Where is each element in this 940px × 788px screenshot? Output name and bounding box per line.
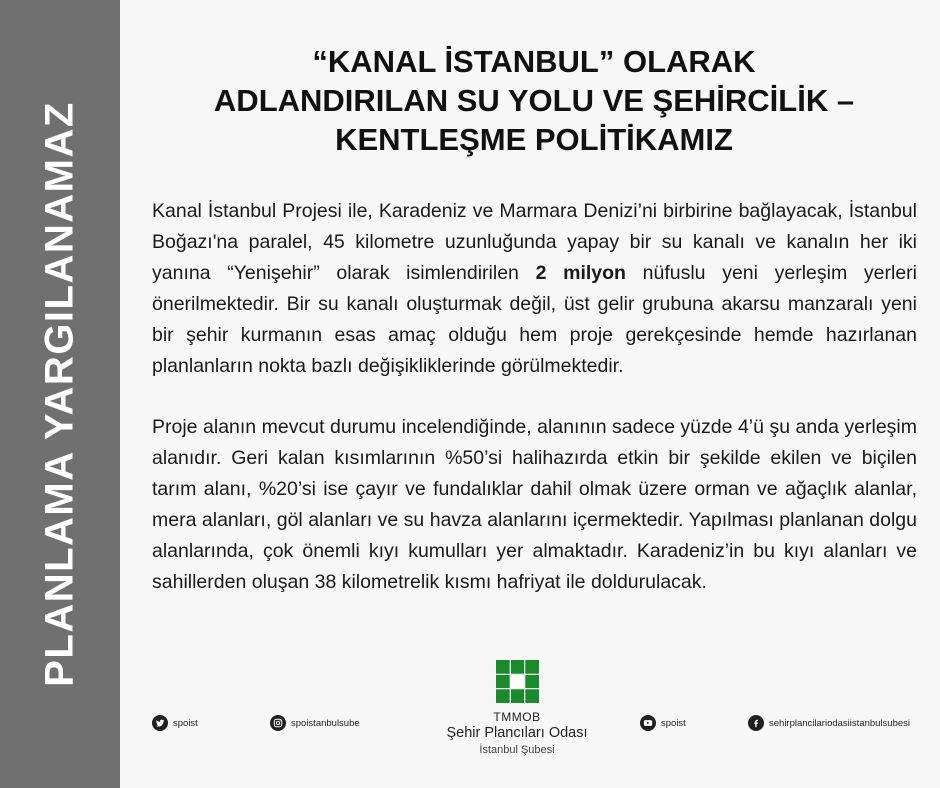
org-name: Şehir Plancıları Odası (446, 725, 588, 741)
paragraph-1-text-end: nüfuslu yeni yerleşim yerleri önerilmektedir. Bir su kanalı oluşturmak değil, üst gelir grubuna akarsu manzaralı yeni bir şehir kurmanın esas amaç olduğu hem proje gerekçesinde hemde hazırlanan planlanların nokta bazlı değişikliklerinde görülmektedir. (152, 262, 918, 377)
twitter-icon (152, 715, 168, 731)
instagram-link[interactable] (270, 712, 360, 734)
facebook-icon (748, 715, 764, 731)
instagram-icon (270, 715, 286, 731)
paragraph-2: Proje alanın mevcut durumu incelendiğinde, alanının sadece yüzde 4’ü şu anda yerleşim alanıdır. Geri kalan kısımlarının %50’si halihazırda etkin bir şekilde ekilen ve biçilen tarım alanı, %20’si ise çayır ve fundalıklar dahil olmak üzere orman ve ağaçlık alanlar, mera alanları, göl alanları ve su havza alanlarını içermektedir. Yapılması planlanan dolgu alanlarında, çok önemli kıyı kumulları yer almaktadır. Karadeniz’in bu kıyı alanları ve sahillerden oluşan 38 kilometrelik kısmı hafriyat ile doldurulacak. (152, 416, 917, 593)
paragraph-1-text-start: Kanal İstanbul Projesi ile, Karadeniz ve Marmara Denizi’ni birbirine bağlayacak, İstanbul Boğazı'na paralel, 45 kilometre uzunluğunda yapay bir su kanalı ve kanalın her iki yanına “Yenişehir” olarak isimlendirilen (152, 200, 917, 284)
sidebar-slogan: PLANLAMA YARGILANAMAZ (37, 101, 82, 687)
youtube-link[interactable] (640, 712, 686, 734)
twitter-handle: spoist (173, 717, 198, 729)
sidebar (0, 0, 120, 788)
population-highlight: 2 milyon (535, 262, 626, 284)
title-line: KENTLEŞME POLİTİKAMIZ (335, 122, 733, 157)
facebook-link[interactable] (748, 712, 910, 734)
title-line: ADLANDIRILAN SU YOLU VE ŞEHİRCİLİK – (213, 83, 855, 118)
org-branch: İstanbul Şubesi (479, 744, 555, 756)
youtube-icon (640, 715, 656, 731)
instagram-handle: spoistanbulsube (291, 717, 360, 729)
facebook-handle: sehirplancilariodasiistanbulsubesi (769, 717, 910, 729)
title-line: “KANAL İSTANBUL” OLARAK (312, 44, 756, 79)
spo-logo-icon (496, 660, 539, 703)
youtube-handle: spoist (661, 717, 686, 729)
twitter-link[interactable] (152, 712, 198, 734)
page-title (150, 42, 918, 159)
paragraph-1 (152, 196, 917, 382)
org-code: TMMOB (493, 710, 541, 724)
article-body (152, 196, 917, 598)
